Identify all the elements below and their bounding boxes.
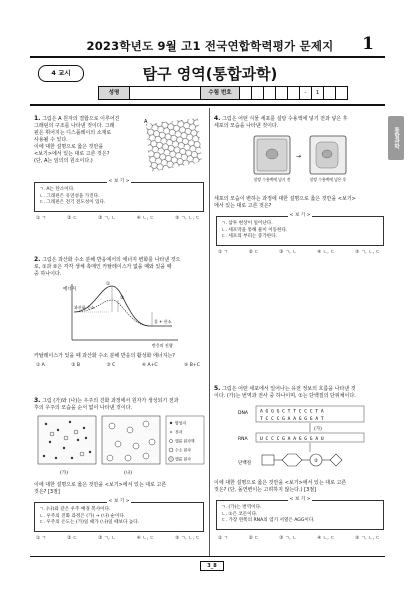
choice[interactable]: ④ A+C <box>141 363 158 368</box>
q3-line: 이에 대한 설명으로 옳은 것만을 <보기>에서 있는 대로 고른 <box>34 482 167 488</box>
choice[interactable]: ② ㄷ <box>67 216 78 221</box>
question-1 <box>34 115 142 165</box>
q2-prompt: 카탈레이스가 있을 때 과산화 수소 분해 반응의 활성화 에너지는? <box>34 353 175 359</box>
q1-line: 그림은 A 원자의 결합으로 이루어진 <box>42 116 120 122</box>
choice[interactable]: ③ ㄱ, ㄴ <box>279 536 297 541</box>
choice[interactable]: ⑤ ㄱ, ㄴ, ㄷ <box>355 250 380 255</box>
q2-line: 그림은 과산화 수소 분해 반응에서의 에너지 변화를 나타낸 것으 <box>42 257 181 263</box>
exam-no-cell[interactable] <box>240 87 252 99</box>
header-rule <box>30 56 385 58</box>
q1-line: <보기>에서 있는 대로 고른 것은? <box>34 151 110 157</box>
question-number: 5. <box>214 385 221 392</box>
q4-line: 그림은 어떤 식물 세포를 설탕 수용액에 넣기 전과 넣은 후 <box>222 116 348 122</box>
question-4 <box>214 115 386 130</box>
q4-choices <box>218 250 380 256</box>
bogi-item: ㄷ. 그래핀은 전기 전도성이 있다. <box>39 200 106 206</box>
legend-item: 헬륨 원자핵 <box>175 438 195 444</box>
amino-acid-chain <box>262 454 342 466</box>
exam-no-cell[interactable] <box>264 87 276 99</box>
q4-line: 세포의 모습을 나타낸 것이다. <box>214 123 279 129</box>
graphene-diagram <box>140 114 204 176</box>
choice[interactable]: ⑤ ㄱ, ㄴ, ㄷ <box>175 216 200 221</box>
question-number: 4. <box>214 115 221 122</box>
question-5 <box>214 385 386 400</box>
subject-title: 탐구 영역(통합과학) <box>142 65 278 83</box>
graphene-lattice <box>146 118 202 172</box>
subject-side-tab: 통합과학 <box>388 116 404 160</box>
choice[interactable]: ② ㄷ <box>67 536 78 541</box>
page-number: 1 <box>362 34 374 54</box>
q1-line: 핀은 휘어지는 디스플레이의 소재로 <box>34 130 112 136</box>
curve-label-1: ① <box>106 282 111 287</box>
q4-bogi-box <box>216 213 384 246</box>
q2-line: 로, ①과 ②은 각각 생체 촉매인 카탈레이스가 없을 때와 있을 때 <box>34 264 172 270</box>
curve-label-2: ② <box>120 296 125 301</box>
q1-line: (단, A는 임의의 원소이다.) <box>34 158 93 164</box>
q3-line: 것은? [3점] <box>34 489 60 495</box>
reactant-label: 과산화 수소 <box>74 305 95 310</box>
choice[interactable]: ④ ㄴ, ㄷ <box>136 536 155 541</box>
page-indicator: 3_8 <box>200 561 224 571</box>
q5-line: 이에 대한 설명으로 옳은 것만을 <보기>에서 있는 대로 고른 <box>214 480 347 486</box>
q5-prompt <box>214 480 386 494</box>
choice[interactable]: ① ㄱ <box>36 216 47 221</box>
exam-no-cell[interactable] <box>324 87 336 99</box>
choice[interactable]: ① ㄱ <box>218 250 229 255</box>
bogi-item: ㄷ. 가장 왼쪽의 RNA의 염기 서열은 AGG이다. <box>221 518 315 524</box>
column-divider <box>209 108 210 556</box>
question-2 <box>34 256 206 278</box>
gene-expression-diagram <box>236 402 386 478</box>
q4-line: 세포의 모습이 변하는 과정에 대한 설명으로 옳은 것만을 <보기> <box>214 196 356 202</box>
rna-sequence: U C C C G A A G G G A U <box>260 437 324 442</box>
exam-no-cell[interactable] <box>252 87 264 99</box>
q5-bogi-box <box>216 497 384 530</box>
bogi-item: ㄴ. 세포막을 통해 물이 이동한다. <box>221 227 288 233</box>
product-label: 물 + 산소 <box>154 319 172 324</box>
choice[interactable]: ① ㄱ <box>218 536 229 541</box>
choice[interactable]: ⑤ B+C <box>184 363 200 368</box>
question-number: 3. <box>34 397 41 404</box>
legend-item: 양성자 <box>175 420 187 426</box>
bogi-label: < 보 기 > <box>289 213 311 218</box>
bogi-item: ㄴ. ①은 코돈이다. <box>221 511 258 517</box>
caption-b: (나) <box>124 471 133 476</box>
atom-label-a: A <box>144 119 148 125</box>
dna-coding-strand: T C C C G A A G G G A T <box>260 417 324 422</box>
legend-item: 헬륨 원자 <box>175 456 191 462</box>
choice[interactable]: ① A <box>36 363 45 368</box>
choice[interactable]: ② ㄷ <box>248 250 259 255</box>
universe-diagram <box>36 414 206 478</box>
bogi-label: < 보 기 > <box>289 497 311 502</box>
protein-label: 단백질 <box>238 461 252 466</box>
choice[interactable]: ② B <box>71 363 80 368</box>
q3-line: 후의 우주의 모습을 순서 없이 나타낸 것이다. <box>34 405 133 411</box>
step-label-a: (가) <box>314 427 322 432</box>
q3-bogi-box <box>34 499 204 532</box>
unit-label-b: ② <box>314 459 319 464</box>
choice[interactable]: ⑤ ㄱ, ㄴ, ㄷ <box>355 536 380 541</box>
page-current: 3 <box>207 563 211 569</box>
q1-choices <box>36 216 200 222</box>
choice[interactable]: ③ ㄱ, ㄴ <box>279 250 297 255</box>
q4-prompt <box>214 196 386 210</box>
question-3 <box>34 397 206 412</box>
exam-title: 2023학년도 9월 고1 전국연합학력평가 문제지 <box>86 39 334 53</box>
bogi-item: ㄴ. 우주의 진화 과정은 (가) → (나) 순이다. <box>39 513 126 519</box>
dna-label: DNA <box>238 411 248 416</box>
choice[interactable]: ④ ㄴ, ㄷ <box>317 536 335 541</box>
question-number: 1. <box>34 115 41 122</box>
bogi-item: ㄷ. 우주의 온도는 (가)일 때가 (나)일 때보다 높다. <box>39 520 140 526</box>
bogi-item: ㄱ. A는 탄소이다. <box>39 187 75 192</box>
choice[interactable]: ③ ㄱ, ㄴ <box>98 536 116 541</box>
choice[interactable]: ② ㄷ <box>248 536 259 541</box>
exam-no-cell: - <box>300 87 312 99</box>
legend-item: 전자 <box>175 429 183 435</box>
q4-line: 에서 있는 대로 고른 것은? <box>214 203 272 209</box>
exam-no-cell[interactable] <box>288 87 300 99</box>
exam-no-digit: 1 <box>312 87 324 99</box>
energy-diagram <box>60 280 190 350</box>
progress-axis-label: 반응의 진행 <box>152 343 173 348</box>
energy-axis-label: 에너지 <box>63 287 77 292</box>
choice[interactable]: ⑤ ㄱ, ㄴ, ㄷ <box>175 536 200 541</box>
q3-choices <box>36 536 200 542</box>
q5-line: 이다. (가)는 번역과 전사 중 하나이며, ①는 단백질의 단위체이다. <box>214 393 356 399</box>
arrow-icon: → <box>296 153 302 160</box>
choice[interactable]: ③ ㄱ, ㄴ <box>98 216 116 221</box>
exam-no-cell[interactable] <box>336 87 347 99</box>
q1-line: 그래핀의 구조를 나타낸 것이다. 그래 <box>34 123 115 129</box>
bogi-item: ㄱ. (나)와 같은 우주 배경 복사이다. <box>39 507 111 512</box>
question-number: 2. <box>34 256 41 263</box>
page-total: 8 <box>213 563 217 569</box>
choice[interactable]: ③ C <box>106 363 116 368</box>
id-row <box>98 86 348 100</box>
q2-line: 중 하나이다. <box>34 271 62 277</box>
choice[interactable]: ④ ㄴ, ㄷ <box>317 250 335 255</box>
exam-no-label: 수험 번호 <box>201 87 240 99</box>
q5-line: 그림은 어떤 세포에서 일어나는 유전 정보의 흐름을 나타낸 것 <box>222 386 356 392</box>
bogi-item: ㄱ. 삼투 현상이 일어난다. <box>221 221 273 226</box>
rna-label: RNA <box>238 437 248 442</box>
legend-item: 수소 원자 <box>175 447 191 453</box>
name-label: 성명 <box>99 87 130 99</box>
caption-after: 설탕 수용액에 넣은 후 <box>309 177 347 182</box>
bogi-item: ㄴ. 그래핀은 유연성을 가진다. <box>39 193 100 199</box>
session-badge: 4 교시 <box>38 65 84 82</box>
dna-template-strand: A G G G C T T C C C T A <box>260 409 324 415</box>
q2-choices <box>36 363 200 369</box>
bogi-item: ㄷ. 세포의 부피는 증가한다. <box>221 234 278 240</box>
choice[interactable]: ① ㄱ <box>36 536 47 541</box>
name-field[interactable] <box>130 87 201 99</box>
q1-line: 이에 대한 설명으로 옳은 것만을 <box>34 144 104 150</box>
q3-line: 그림 (가)와 (나)는 우주의 진화 과정에서 원자가 생성되기 전과 <box>42 398 179 404</box>
q1-line: 사용될 수 있다. <box>34 137 68 143</box>
footer-rule <box>30 556 385 557</box>
caption-a: (가) <box>60 471 69 476</box>
plant-cell-diagram <box>248 134 358 192</box>
choice[interactable]: ④ ㄴ, ㄷ <box>136 216 155 221</box>
bogi-item: ㄱ. (가)는 번역이다. <box>221 505 262 510</box>
exam-no-cell[interactable] <box>276 87 288 99</box>
q5-choices <box>218 536 380 542</box>
bogi-label: < 보 기 > <box>108 499 130 504</box>
caption-before: 설탕 수용액에 넣기 전 <box>253 177 291 182</box>
q1-bogi-box <box>34 179 204 212</box>
q3-prompt <box>34 482 206 496</box>
q5-line: 것은? (단, 돌연변이는 고려하지 않는다.) [3점] <box>214 487 317 493</box>
section-rule <box>30 104 385 106</box>
bogi-label: < 보 기 > <box>108 179 130 184</box>
